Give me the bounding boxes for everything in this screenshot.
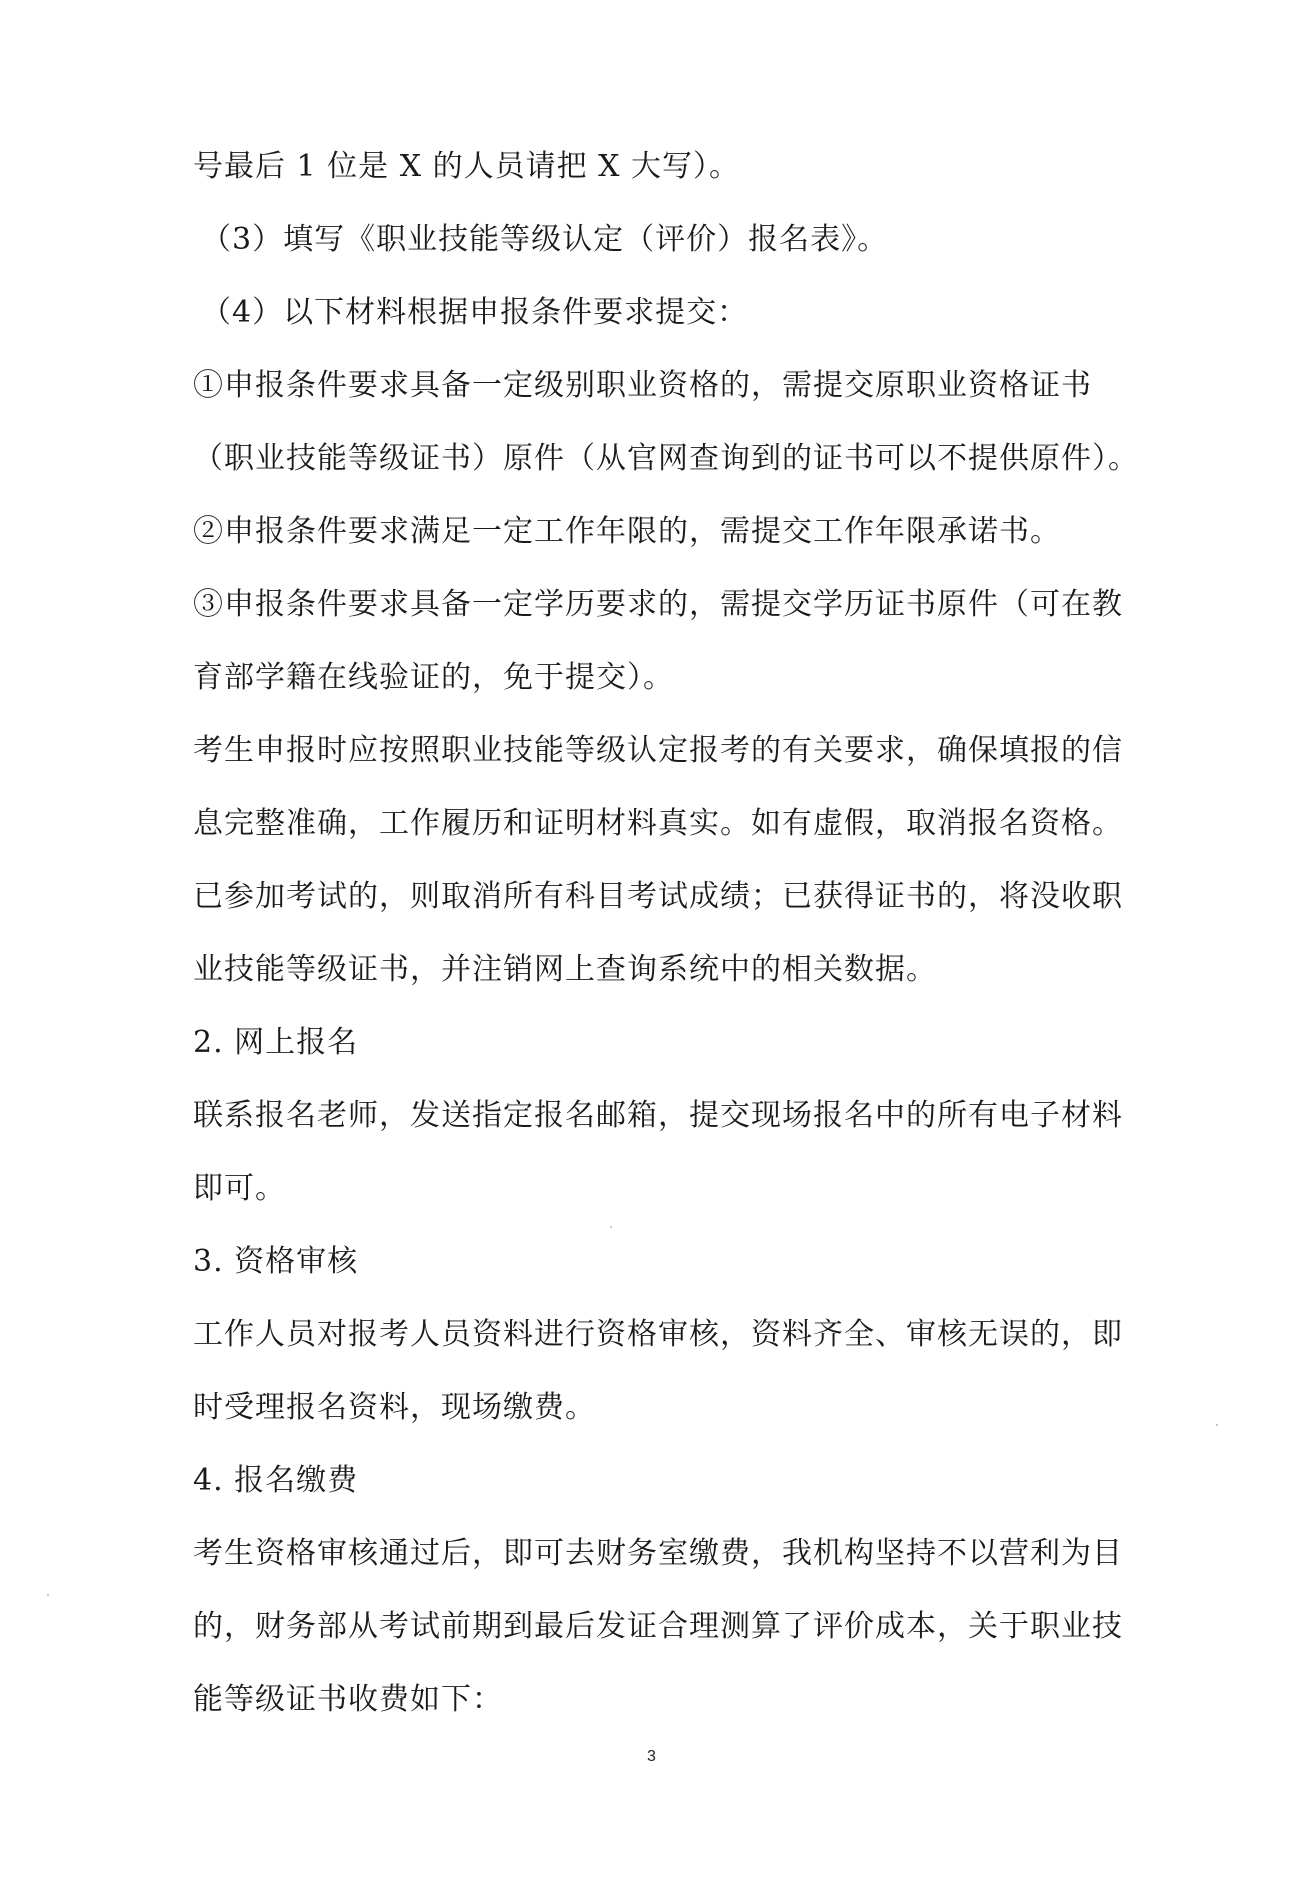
text-line: 育部学籍在线验证的，免于提交）。 bbox=[193, 660, 674, 695]
sub-item-3: ③申报条件要求具备一定学历要求的，需提交学历证书原件（可在教 bbox=[193, 587, 1123, 622]
scan-speck bbox=[610, 1226, 612, 1228]
paragraph-line: 即可。 bbox=[193, 1171, 286, 1206]
section-heading-registration-fee: 4. 报名缴费 bbox=[193, 1463, 359, 1498]
paragraph-line: 时受理报名资料，现场缴费。 bbox=[193, 1390, 596, 1425]
paragraph-line: 业技能等级证书，并注销网上查询系统中的相关数据。 bbox=[193, 952, 937, 987]
scan-speck bbox=[47, 1594, 49, 1596]
paragraph-line: 联系报名老师，发送指定报名邮箱，提交现场报名中的所有电子材料 bbox=[193, 1098, 1123, 1133]
paragraph-line: 考生申报时应按照职业技能等级认定报考的有关要求，确保填报的信 bbox=[193, 733, 1123, 768]
page-number: 3 bbox=[647, 1748, 656, 1765]
text-line: （职业技能等级证书）原件（从官网查询到的证书可以不提供原件）。 bbox=[193, 441, 1139, 476]
paragraph-line: 能等级证书收费如下： bbox=[193, 1682, 503, 1717]
paragraph-line: 息完整准确，工作履历和证明材料真实。如有虚假，取消报名资格。 bbox=[193, 806, 1123, 841]
paragraph-line: 考生资格审核通过后，即可去财务室缴费，我机构坚持不以营利为目 bbox=[193, 1536, 1123, 1571]
section-heading-online-registration: 2. 网上报名 bbox=[193, 1025, 359, 1060]
paragraph-line: 的，财务部从考试前期到最后发证合理测算了评价成本，关于职业技 bbox=[193, 1609, 1123, 1644]
paragraph-line: 工作人员对报考人员资料进行资格审核，资料齐全、审核无误的，即 bbox=[193, 1317, 1123, 1352]
section-heading-qualification-review: 3. 资格审核 bbox=[193, 1244, 359, 1279]
list-item-4: （4）以下材料根据申报条件要求提交： bbox=[201, 295, 749, 330]
sub-item-1: ①申报条件要求具备一定级别职业资格的，需提交原职业资格证书 bbox=[193, 368, 1092, 403]
sub-item-2: ②申报条件要求满足一定工作年限的，需提交工作年限承诺书。 bbox=[193, 514, 1061, 549]
text-line: 号最后 1 位是 X 的人员请把 X 大写）。 bbox=[193, 149, 741, 184]
scan-speck bbox=[1216, 1424, 1218, 1426]
document-body bbox=[193, 130, 1139, 1736]
list-item-3: （3）填写《职业技能等级认定（评价）报名表》。 bbox=[201, 222, 889, 257]
paragraph-line: 已参加考试的，则取消所有科目考试成绩；已获得证书的，将没收职 bbox=[193, 879, 1123, 914]
